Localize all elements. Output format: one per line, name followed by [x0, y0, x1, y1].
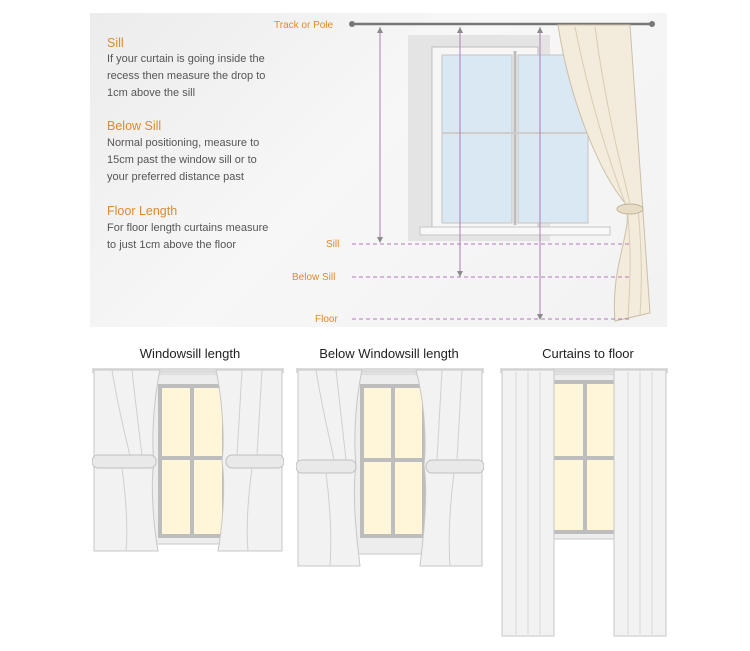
below-windowsill-length-illustration	[296, 368, 484, 568]
caption-curtains-to-floor: Curtains to floor	[542, 346, 634, 361]
right-tieback	[226, 455, 284, 468]
below-sill-marker-label: Below Sill	[292, 272, 336, 283]
curtain-tieback	[617, 204, 643, 214]
floor-length-heading: Floor Length	[107, 204, 178, 218]
caption-below-windowsill-length: Below Windowsill length	[319, 346, 459, 361]
windowsill-length-illustration	[92, 368, 284, 553]
left-tieback	[92, 455, 156, 468]
sill-description: If your curtain is going inside the recess then measure the drop to 1cm above the sill	[107, 53, 266, 99]
window-sill	[420, 227, 610, 235]
measuring-guide-panel	[90, 13, 667, 327]
below-sill-description: Normal positioning, measure to 15cm past the window sill or to your preferred distance past	[107, 137, 260, 183]
window-pane-left	[442, 55, 512, 223]
floor-marker-label: Floor	[315, 314, 338, 325]
sill-heading: Sill	[107, 36, 124, 50]
right-tieback	[426, 460, 484, 473]
below-sill-heading: Below Sill	[107, 119, 162, 133]
caption-windowsill-length: Windowsill length	[139, 346, 241, 361]
curtains-to-floor-illustration	[500, 368, 668, 638]
sill-marker-label: Sill	[326, 239, 340, 250]
left-tieback	[296, 460, 356, 473]
floor-length-description: For floor length curtains measure to just 1cm above the floor	[107, 222, 269, 251]
pole-label: Track or Pole	[274, 20, 334, 31]
